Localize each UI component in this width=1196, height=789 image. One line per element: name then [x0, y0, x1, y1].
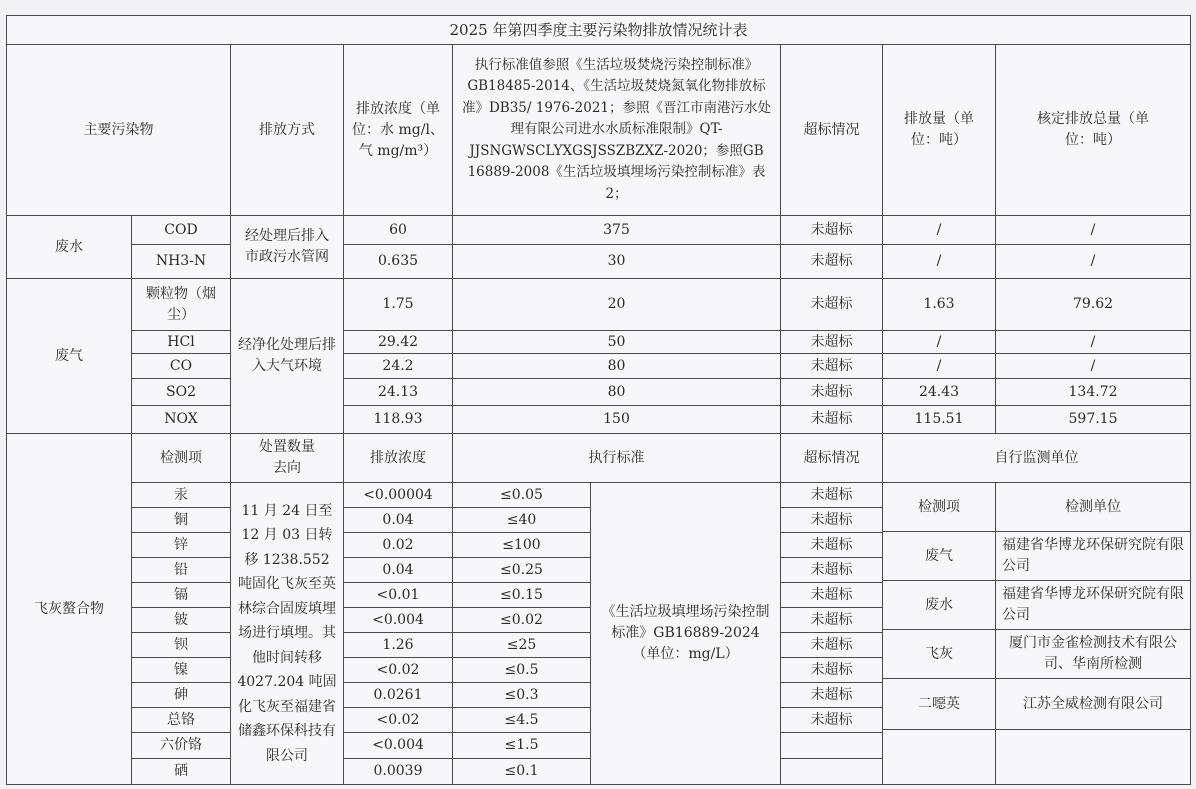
- ex-approved: /: [995, 353, 1191, 379]
- fa-exceed: [780, 732, 883, 759]
- monitor-unit: 厦门市金雀检测技术有限公司、华南所检测: [995, 629, 1191, 679]
- category-exhaust: 废气: [6, 278, 132, 434]
- fa-exceed: 未超标: [780, 482, 883, 508]
- ww-std: 375: [452, 215, 781, 245]
- fa-limit: ≤0.02: [452, 607, 591, 633]
- fa-limit: ≤0.05: [452, 482, 591, 508]
- fa-conc: 0.02: [343, 532, 453, 558]
- header-approved: 核定排放总量（单位：吨）: [995, 44, 1191, 216]
- ww-approved: /: [995, 215, 1191, 245]
- ex-item: SO2: [131, 378, 231, 406]
- ex-item: HCl: [131, 330, 231, 354]
- ww-conc: 60: [343, 215, 453, 245]
- ex-std: 20: [452, 278, 781, 331]
- ww-std: 30: [452, 244, 781, 279]
- ww-item: COD: [131, 215, 231, 245]
- fa-conc: <0.02: [343, 707, 453, 733]
- ex-approved: /: [995, 330, 1191, 354]
- fa-conc: 0.04: [343, 557, 453, 583]
- fa-item: 铍: [131, 607, 231, 633]
- ww-amount: /: [882, 244, 996, 279]
- header-concentration: 排放浓度（单位：水 mg/l、气 mg/m³）: [343, 44, 453, 216]
- fa-exceed: 未超标: [780, 632, 883, 658]
- fa-exceed: 未超标: [780, 607, 883, 633]
- table-title: 2025 年第四季度主要污染物排放情况统计表: [6, 15, 1191, 45]
- fa-header-disposal: 处置数量去向: [230, 433, 344, 483]
- ex-approved: 597.15: [995, 405, 1191, 434]
- fa-standard-text: 《生活垃圾填埋场污染控制标准》GB16889-2024（单位：mg/L）: [590, 482, 781, 785]
- fa-exceed: 未超标: [780, 507, 883, 533]
- fa-header-monitor: 自行监测单位: [882, 433, 1191, 483]
- fa-limit: ≤25: [452, 632, 591, 658]
- fa-exceed: 未超标: [780, 657, 883, 683]
- ex-amount: 1.63: [882, 278, 996, 331]
- ex-std: 50: [452, 330, 781, 354]
- fa-limit: ≤1.5: [452, 732, 591, 759]
- fa-limit: ≤0.25: [452, 557, 591, 583]
- fa-exceed: 未超标: [780, 532, 883, 558]
- fa-item: 铜: [131, 507, 231, 533]
- fa-item: 镍: [131, 657, 231, 683]
- monitor-unit: 福建省华博龙环保研究院有限公司: [995, 580, 1191, 630]
- fa-item: 六价铬: [131, 732, 231, 759]
- ex-exceed: 未超标: [780, 353, 883, 379]
- fa-header-conc: 排放浓度: [343, 433, 453, 483]
- ex-exceed: 未超标: [780, 378, 883, 406]
- fa-exceed: [780, 758, 883, 785]
- fa-conc: <0.004: [343, 607, 453, 633]
- fa-limit: ≤0.15: [452, 582, 591, 608]
- header-pollutant: 主要污染物: [6, 44, 231, 216]
- fa-header-item: 检测项: [131, 433, 231, 483]
- ex-exceed: 未超标: [780, 330, 883, 354]
- ww-item: NH3-N: [131, 244, 231, 279]
- header-exceed: 超标情况: [780, 44, 883, 216]
- ex-std: 80: [452, 353, 781, 379]
- ex-exceed: 未超标: [780, 278, 883, 331]
- fa-exceed: 未超标: [780, 582, 883, 608]
- category-flyash: 飞灰螯合物: [6, 433, 132, 785]
- fa-conc: <0.00004: [343, 482, 453, 508]
- ex-approved: 79.62: [995, 278, 1191, 331]
- fa-limit: ≤0.1: [452, 758, 591, 785]
- category-wastewater: 废水: [6, 215, 132, 279]
- method-exhaust: 经净化处理后排入大气环境: [230, 278, 344, 434]
- fa-item: 钡: [131, 632, 231, 658]
- monitor-col-unit: 检测单位: [995, 482, 1191, 532]
- ex-amount: /: [882, 353, 996, 379]
- fa-conc: <0.01: [343, 582, 453, 608]
- monitor-item: 废水: [882, 580, 996, 630]
- fa-limit: ≤100: [452, 532, 591, 558]
- ex-exceed: 未超标: [780, 405, 883, 434]
- fa-exceed: 未超标: [780, 682, 883, 708]
- fa-conc: <0.02: [343, 657, 453, 683]
- fa-limit: ≤0.5: [452, 657, 591, 683]
- ex-amount: /: [882, 330, 996, 354]
- fa-exceed: 未超标: [780, 557, 883, 583]
- fa-limit: ≤4.5: [452, 707, 591, 733]
- fa-header-exceed: 超标情况: [780, 433, 883, 483]
- ww-exceed: 未超标: [780, 244, 883, 279]
- ex-amount: 24.43: [882, 378, 996, 406]
- ex-conc: 24.13: [343, 378, 453, 406]
- monitor-item: 二噁英: [882, 678, 996, 730]
- fa-conc: 0.0261: [343, 682, 453, 708]
- fa-item: 镉: [131, 582, 231, 608]
- ww-amount: /: [882, 215, 996, 245]
- ww-exceed: 未超标: [780, 215, 883, 245]
- ex-conc: 29.42: [343, 330, 453, 354]
- fa-header-standard: 执行标准: [452, 433, 781, 483]
- ex-conc: 1.75: [343, 278, 453, 331]
- fa-disposal-text: 11 月 24 日至 12 月 03 日转移 1238.552 吨固化飞灰至英林综合固废填埋场进行填埋。其他时间转移 4027.204 吨固化飞灰至福建省储鑫环保科技有限公司: [230, 482, 344, 785]
- fa-item: 铅: [131, 557, 231, 583]
- ex-std: 80: [452, 378, 781, 406]
- fa-limit: ≤0.3: [452, 682, 591, 708]
- monitor-unit: 江苏全威检测有限公司: [995, 678, 1191, 730]
- fa-item: 砷: [131, 682, 231, 708]
- ex-item: NOX: [131, 405, 231, 434]
- fa-conc: 0.0039: [343, 758, 453, 785]
- fa-conc: 1.26: [343, 632, 453, 658]
- fa-conc: <0.004: [343, 732, 453, 759]
- ex-std: 150: [452, 405, 781, 434]
- fa-item: 汞: [131, 482, 231, 508]
- monitor-empty: [995, 729, 1191, 785]
- ex-item: CO: [131, 353, 231, 379]
- monitor-col-item: 检测项: [882, 482, 996, 532]
- fa-item: 总铬: [131, 707, 231, 733]
- header-method: 排放方式: [230, 44, 344, 216]
- header-amount: 排放量（单位：吨）: [882, 44, 996, 216]
- ex-conc: 24.2: [343, 353, 453, 379]
- monitor-unit: 福建省华博龙环保研究院有限公司: [995, 531, 1191, 581]
- monitor-empty: [882, 729, 996, 785]
- ex-amount: 115.51: [882, 405, 996, 434]
- fa-item: 硒: [131, 758, 231, 785]
- monitor-item: 飞灰: [882, 629, 996, 679]
- emission-report-table: [6, 15, 1191, 785]
- ww-approved: /: [995, 244, 1191, 279]
- fa-conc: 0.04: [343, 507, 453, 533]
- fa-item: 锌: [131, 532, 231, 558]
- monitor-item: 废气: [882, 531, 996, 581]
- method-wastewater: 经处理后排入市政污水管网: [230, 215, 344, 279]
- ww-conc: 0.635: [343, 244, 453, 279]
- ex-item: 颗粒物（烟尘）: [131, 278, 231, 331]
- ex-conc: 118.93: [343, 405, 453, 434]
- header-standard: 执行标准值参照《生活垃圾焚烧污染控制标准》GB18485-2014、《生活垃圾焚烧氮氧化物排放标准》DB35/ 1976-2021；参照《晋江市南港污水处理有限公司进水水质标准限制》QT-JJSNGWSCLYXGSJSSZBZXZ-2020；参照GB 16889-2008《生活垃圾填埋场污染控制标准》表 2；: [452, 44, 781, 216]
- fa-exceed: 未超标: [780, 707, 883, 733]
- ex-approved: 134.72: [995, 378, 1191, 406]
- fa-limit: ≤40: [452, 507, 591, 533]
